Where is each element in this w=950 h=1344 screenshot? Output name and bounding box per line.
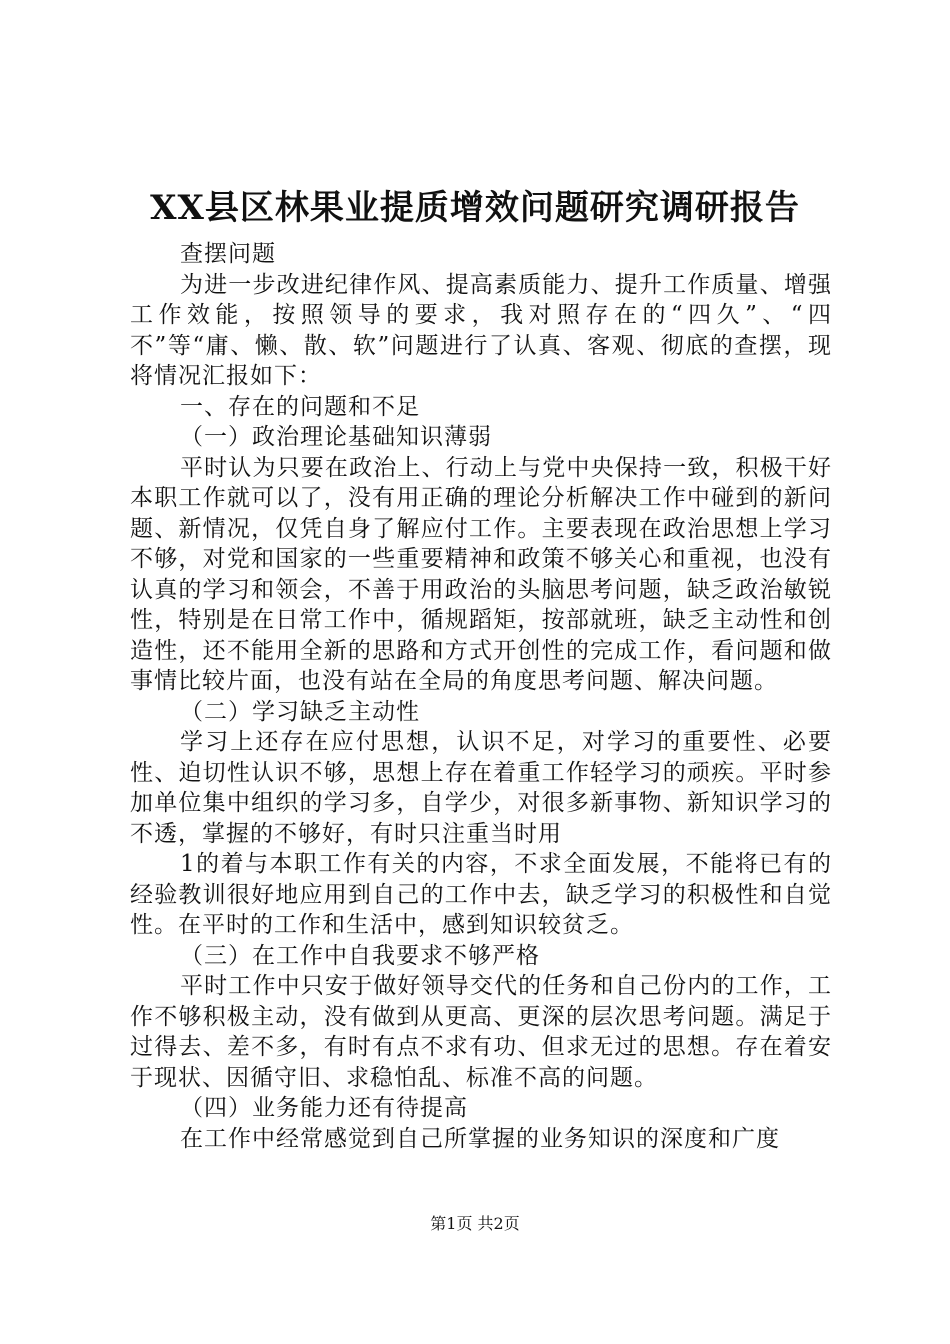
page-footer: 第1页 共2页 xyxy=(430,1214,520,1233)
subheading-4: （四）业务能力还有待提高 xyxy=(180,1095,468,1121)
paragraph-4: 在工作中经常感觉到自己所掌握的业务知识的深度和广度 xyxy=(180,1125,780,1152)
document-title: XX县区林果业提质增效问题研究调研报告 xyxy=(150,188,800,228)
section-heading-chabai: 查摆问题 xyxy=(180,241,276,267)
subheading-3: （三）在工作中自我要求不够严格 xyxy=(180,942,540,969)
intro-paragraph: 为进一步改进纪律作风、提高素质能力、提升工作质量、增强工作效能，按照领导的要求，我对照存在的“四久”、“四不”等“庸、懒、散、软”问题进行了认真、客观、彻底的查摆，现将情况汇报如下： xyxy=(130,271,832,389)
subheading-2: （二）学习缺乏主动性 xyxy=(180,698,420,725)
paragraph-3: 平时工作中只安于做好领导交代的任务和自己份内的工作，工作不够积极主动，没有做到从更高、更深的层次思考问题。满足于过得去、差不多，有时有点不求有功、但求无过的思想。存在着安于现状、因循守旧、求稳怕乱、标准不高的问题。 xyxy=(130,973,832,1091)
section-heading-problems: 一、存在的问题和不足 xyxy=(180,393,420,420)
paragraph-2b: 1的着与本职工作有关的内容，不求全面发展，不能将已有的经验教训很好地应用到自己的工作中去，缺乏学习的积极性和自觉性。在平时的工作和生活中，感到知识较贫乏。 xyxy=(130,851,832,938)
paragraph-1: 平时认为只要在政治上、行动上与党中央保持一致，积极干好本职工作就可以了，没有用正确的理论分析解决工作中碰到的新问题、新情况，仅凭自身了解应付工作。主要表现在政治思想上学习不够，对党和国家的一些重要精神和政策不够关心和重视，也没有认真的学习和领会，不善于用政治的头脑思考问题，缺乏政治敏锐性，特别是在日常工作中，循规蹈矩，按部就班，缺乏主动性和创造性，还不能用全新的思路和方式开创性的完成工作，看问题和做事情比较片面，也没有站在全局的角度思考问题、解决问题。 xyxy=(130,454,832,694)
subheading-1: （一）政治理论基础知识薄弱 xyxy=(180,424,492,450)
document-body xyxy=(130,239,832,1154)
paragraph-2a: 学习上还存在应付思想，认识不足，对学习的重要性、必要性、迫切性认识不够，思想上存在着重工作轻学习的顽疾。平时参加单位集中组织的学习多，自学少，对很多新事物、新知识学习的不透，掌握的不够好，有时只注重当时用 xyxy=(130,729,832,847)
